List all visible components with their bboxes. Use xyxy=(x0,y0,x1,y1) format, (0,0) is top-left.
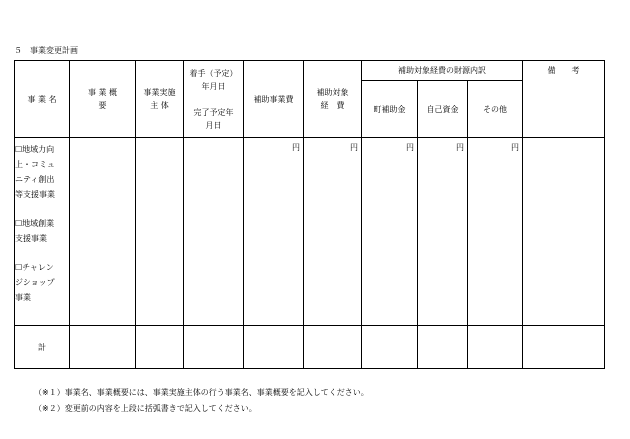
total-subsidy-cost[interactable] xyxy=(244,326,304,369)
total-label: 計 xyxy=(15,326,70,369)
project-options-cell[interactable] xyxy=(15,138,70,326)
overview-cell[interactable] xyxy=(70,138,136,326)
header-project-overview: 事 業 概 要 xyxy=(70,61,136,138)
total-implementer[interactable] xyxy=(136,326,184,369)
option-challenge-shop[interactable]: ☐チャレン ジショップ 事業 xyxy=(15,263,55,302)
option-startup-support[interactable]: ☐地域創業 支援事業 xyxy=(15,219,55,243)
header-remarks: 備 考 xyxy=(523,61,605,138)
own-funds-cell[interactable]: 円 xyxy=(418,138,468,326)
notes xyxy=(34,385,369,417)
header-implementer: 事業実施 主 体 xyxy=(136,61,184,138)
note-2: （※２）変更前の内容を上段に括弧書きで記入してください。 xyxy=(34,404,257,413)
remarks-cell[interactable] xyxy=(523,138,605,326)
implementer-cell[interactable] xyxy=(136,138,184,326)
total-other[interactable] xyxy=(468,326,523,369)
other-cell[interactable]: 円 xyxy=(468,138,523,326)
section-title: ５ 事業変更計画 xyxy=(14,46,78,55)
total-schedule[interactable] xyxy=(184,326,244,369)
note-1: （※１）事業名、事業概要には、事業実施主体の行う事業名、事業概要を記入してください。 xyxy=(34,388,369,397)
total-remarks[interactable] xyxy=(523,326,605,369)
total-town-subsidy[interactable] xyxy=(362,326,418,369)
eligible-cost-cell[interactable]: 円 xyxy=(304,138,362,326)
total-own-funds[interactable] xyxy=(418,326,468,369)
total-row xyxy=(15,326,605,369)
header-eligible-cost: 補助対象 経 費 xyxy=(304,61,362,138)
header-other: その他 xyxy=(468,81,523,138)
header-town-subsidy: 町補助金 xyxy=(362,81,418,138)
town-subsidy-cell[interactable]: 円 xyxy=(362,138,418,326)
total-overview[interactable] xyxy=(70,326,136,369)
schedule-cell[interactable] xyxy=(184,138,244,326)
table-row xyxy=(15,138,605,326)
total-eligible-cost[interactable] xyxy=(304,326,362,369)
header-schedule: 着手（予定） 年月日 完了予定年 月日 xyxy=(184,61,244,138)
header-own-funds: 自己資金 xyxy=(418,81,468,138)
header-funding-breakdown: 補助対象経費の財源内訳 xyxy=(362,61,523,81)
option-community-support[interactable]: ☐地域力向 上・コミュ ニティ創出 等支援事業 xyxy=(15,145,55,199)
change-plan-table xyxy=(14,60,605,369)
header-project-name: 事 業 名 xyxy=(15,61,70,138)
header-subsidy-cost: 補助事業費 xyxy=(244,61,304,138)
subsidy-cost-cell[interactable]: 円 xyxy=(244,138,304,326)
